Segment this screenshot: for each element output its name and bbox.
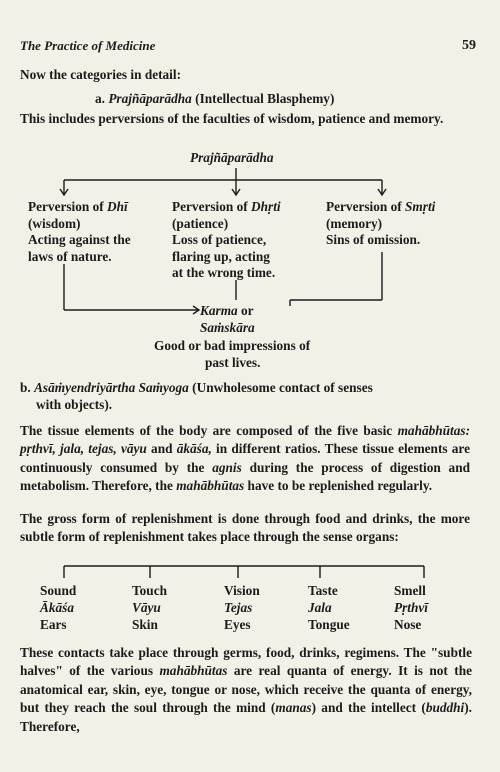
paragraph-subtle-halves: These contacts take place through germs, food, drinks, regimens. The "subtle halves" of the various mahābhūtas are real quanta of energy. It is not the anatomical ear, skin, eye, tongue or nose, which receive the quanta of energy, but they reach the soul through the mind (manas) and the intellect (buddhi). Therefore, [20,645,473,734]
section-a-heading [95,90,334,107]
section-a-gloss: (Intellectual Blasphemy) [195,91,335,106]
branch-dhrti: Perversion of Dhṛti (patience) Loss of patience, flaring up, acting at the wrong time. [172,199,281,280]
paragraph-tissue-elements: The tissue elements of the body are composed of the five basic mahābhūtas: pṛthvī, jala, tejas, vāyu and ākāśa, in different ratios. These tissue elements are continuously consumed by the agnis during the process of digestion and metabolism. Therefore, the mahābhūtas have to be replenished regularly. [20,423,470,494]
branch-dhrti-name: Dhṛti [251,199,281,214]
section-b-label: b. [20,380,31,395]
result-term-karma: Karma [200,303,238,318]
section-b-gloss: (Unwholesome contact of senses [192,380,373,395]
paragraph-replenishment: The gross form of replenishment is done through food and drinks, the more subtle form of replenishment takes place through the sense organs: [20,511,470,545]
diagram-result [200,302,254,319]
branch-smrti: Perversion of Smṛti (memory) Sins of omission. [326,199,436,247]
page-number: 59 [462,38,476,53]
sense-column-smell: Smell Pṛthvī Nose [394,583,428,632]
result-or: or [241,303,254,318]
section-b-heading [20,379,373,396]
sense-column-taste: Taste Jala Tongue [308,583,350,632]
result-desc-line-2: past lives. [205,355,261,370]
branch-smrti-name: Smṛti [405,199,436,214]
result-desc-line-1: Good or bad impressions of [154,338,311,353]
branch-dhi-name: Dhī [107,199,128,214]
section-a-label: a. [95,91,105,106]
sense-column-touch: Touch Vāyu Skin [132,583,167,632]
running-header-title: The Practice of Medicine [20,38,156,53]
sense-column-vision: Vision Tejas Eyes [224,583,260,632]
section-b-term: Asāṁyendriyārtha Saṁyoga [34,380,189,395]
section-a-term: Prajñāparādha [108,91,192,106]
section-a-description: This includes perversions of the faculties of wisdom, patience and memory. [20,111,444,126]
diagram-root: Prajñāparādha [190,150,274,165]
branch-dhi: Perversion of Dhī (wisdom) Acting against the laws of nature. [28,199,131,264]
sense-column-sound: Sound Ākāśa Ears [40,583,77,632]
section-b-gloss-cont: with objects). [36,397,113,412]
intro-line: Now the categories in detail: [20,67,182,82]
result-term-samskara: Saṁskāra [200,320,255,335]
